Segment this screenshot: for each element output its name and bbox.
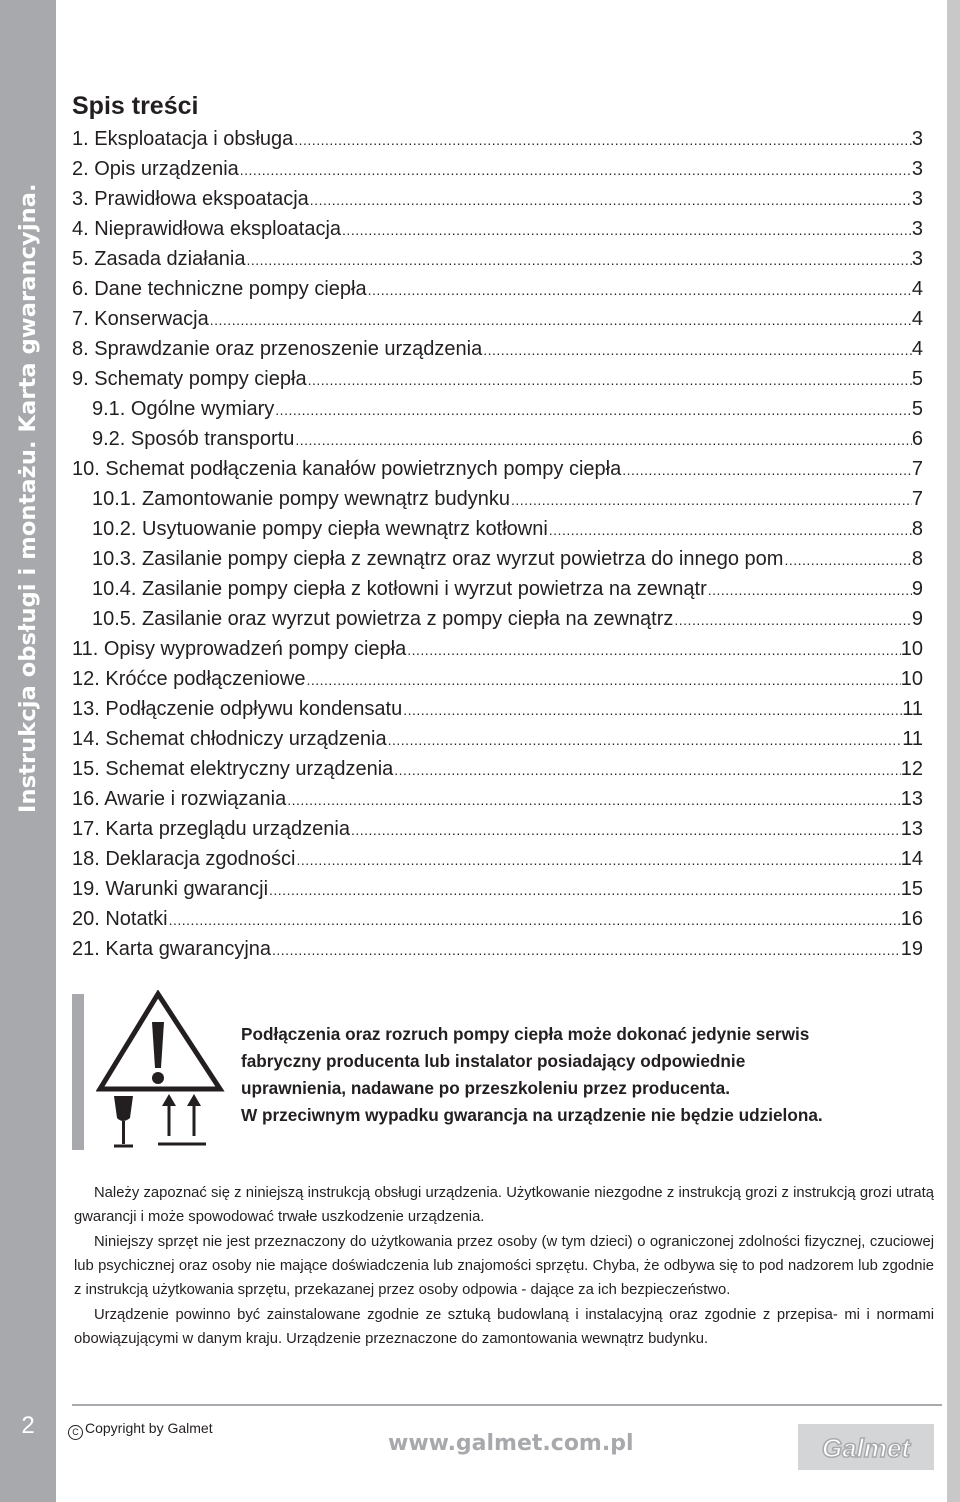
toc-item-page: 7 [911,458,923,480]
table-of-contents [72,124,923,964]
toc-item-page: 3 [911,248,923,270]
toc-item[interactable] [72,574,923,604]
copyright [68,1420,213,1440]
toc-leader-dots [621,455,912,485]
toc-item[interactable] [72,934,923,964]
toc-item-label: 10.4. Zasilanie pompy ciepła z kotłowni i wyrzut powietrza na zewnątr [92,578,707,600]
toc-leader-dots [367,275,912,305]
toc-item[interactable] [72,724,923,754]
toc-item-label: 6. Dane techniczne pompy ciepła [72,278,367,300]
toc-leader-dots [510,485,912,515]
toc-leader-dots [393,755,900,785]
toc-item-label: 10. Schemat podłączenia kanałów powietrznych pompy ciepła [72,458,622,480]
fragile-glass-icon [114,1096,133,1146]
toc-item-label: 10.5. Zasilanie oraz wyrzut powietrza z pompy ciepła na zewnątrz [92,608,674,630]
toc-leader-dots [274,395,912,425]
toc-item-page: 11 [902,728,923,750]
toc-leader-dots [406,635,901,665]
toc-leader-dots [307,365,912,395]
sidebar-title: Instrukcja obsługi i montażu. Karta gwarancyjna. [15,183,41,813]
toc-leader-dots [293,125,912,155]
toc-leader-dots [309,185,912,215]
toc-item-page: 4 [911,278,923,300]
website-link[interactable]: www.galmet.com.pl [388,1431,634,1456]
toc-item-page: 3 [911,128,923,150]
toc-item-page: 13 [900,818,923,840]
toc-item[interactable] [72,484,923,514]
toc-item-page: 5 [911,398,923,420]
body-text [74,1181,934,1352]
warning-line: W przeciwnym wypadku gwarancja na urządzenie nie będzie udzielona. [241,1105,823,1125]
toc-leader-dots [673,605,911,635]
galmet-logo [798,1424,934,1470]
body-paragraph: Urządzenie powinno być zainstalowane zgodnie ze sztuką budowlaną i instalacyjną oraz zgodnie z przepisa- mi i normami obowiązującymi w danym kraju. Urządzenie przeznaczone do zamontowania wewnątrz budynku. [74,1307,934,1347]
toc-item[interactable] [72,754,923,784]
toc-item-page: 9 [911,578,923,600]
toc-item[interactable] [72,874,923,904]
toc-item[interactable] [72,664,923,694]
toc-leader-dots [707,575,912,605]
toc-leader-dots [783,545,911,575]
toc-item[interactable] [72,184,923,214]
toc-item[interactable] [72,844,923,874]
toc-item[interactable] [72,454,923,484]
toc-item-page: 3 [911,188,923,210]
toc-item-page: 13 [900,788,923,810]
toc-leader-dots [294,425,912,455]
toc-item-page: 15 [900,878,923,900]
copyright-icon: C [68,1425,83,1440]
toc-item-label: 15. Schemat elektryczny urządzenia [72,758,394,780]
toc-item-page: 12 [900,758,923,780]
toc-leader-dots [245,245,911,275]
toc-leader-dots [482,335,912,365]
toc-item[interactable] [72,274,923,304]
toc-item-page: 16 [900,908,923,930]
toc-leader-dots [387,725,903,755]
toc-item[interactable] [72,904,923,934]
right-edge-strip [947,0,960,1502]
toc-item[interactable] [72,784,923,814]
toc-leader-dots [295,845,900,875]
toc-item-label: 21. Karta gwarancyjna [72,938,272,960]
toc-leader-dots [305,665,900,695]
toc-leader-dots [168,905,901,935]
toc-item[interactable] [72,514,923,544]
toc-item[interactable] [72,214,923,244]
toc-item-label: 10.2. Usytuowanie pompy ciepła wewnątrz kotłowni [92,518,548,540]
toc-item-label: 16. Awarie i rozwiązania [72,788,287,810]
toc-item-label: 19. Warunki gwarancji [72,878,269,900]
toc-item-label: 10.1. Zamontowanie pompy wewnątrz budynku [92,488,511,510]
toc-item[interactable] [72,544,923,574]
toc-leader-dots [402,695,902,725]
toc-item-page: 3 [911,218,923,240]
toc-item-page: 5 [911,368,923,390]
warning-line: Podłączenia oraz rozruch pompy ciepła może dokonać jedynie serwis [241,1024,810,1044]
toc-leader-dots [341,215,912,245]
toc-item-label: 2. Opis urządzenia [72,158,239,180]
toc-item-page: 10 [900,668,923,690]
warning-text [241,1021,941,1129]
toc-item-label: 9. Schematy pompy ciepła [72,368,307,390]
toc-item-page: 11 [902,698,923,720]
toc-item-page: 7 [911,488,923,510]
copyright-text: Copyright by Galmet [85,1420,213,1436]
toc-item[interactable] [72,154,923,184]
page-number: 2 [21,1412,35,1439]
toc-item[interactable] [72,634,923,664]
warning-bar [72,994,84,1150]
toc-item[interactable] [72,424,923,454]
toc-item-page: 4 [911,308,923,330]
toc-item-label: 20. Notatki [72,908,168,930]
toc-item-page: 3 [911,158,923,180]
toc-item-label: 9.1. Ogólne wymiary [92,398,275,420]
toc-item[interactable] [72,244,923,274]
body-paragraph: Niniejszy sprzęt nie jest przeznaczony do użytkowania przez osoby (w tym dzieci) o ograniczonej zdolności fizycznej, czuciowej lub psychicznej oraz osoby nie mające doświadczenia lub znajomości sprzętu. Chyba, że odbywa się to pod nadzorem lub zgodnie z instrukcją użytkowania sprzętu, przekazanej przez osoby odpowia - dające za ich bezpieczeństwo. [74,1234,934,1298]
toc-item-label: 11. Opisy wyprowadzeń pompy ciepła [72,638,407,660]
toc-item[interactable] [72,334,923,364]
toc-item[interactable] [72,124,923,154]
toc-item-label: 1. Eksploatacja i obsługa [72,128,294,150]
toc-leader-dots [271,935,901,965]
toc-item-page: 6 [911,428,923,450]
toc-item-label: 14. Schemat chłodniczy urządzenia [72,728,387,750]
toc-item[interactable] [72,694,923,724]
toc-item-label: 4. Nieprawidłowa eksploatacja [72,218,342,240]
toc-item-page: 8 [911,548,923,570]
toc-item-label: 13. Podłączenie odpływu kondensatu [72,698,403,720]
toc-leader-dots [548,515,912,545]
toc-item-label: 12. Króćce podłączeniowe [72,668,306,690]
toc-item-page: 19 [900,938,923,960]
toc-item-page: 9 [911,608,923,630]
toc-item-page: 14 [900,848,923,870]
toc-item[interactable] [72,304,923,334]
toc-item-label: 9.2. Sposób transportu [92,428,295,450]
toc-leader-dots [239,155,912,185]
toc-leader-dots [286,785,901,815]
this-side-up-icon [158,1094,206,1144]
warning-triangle-icon [96,990,228,1158]
body-paragraph: Należy zapoznać się z niniejszą instrukcją obsługi urządzenia. Użytkowanie niezgodne z instrukcją grozi z instrukcją grozi utratą gwarancji i może spowodować trwałe uszkodzenie urządzenia. [74,1185,934,1225]
toc-item-page: 8 [911,518,923,540]
svg-text:Galmet: Galmet [821,1433,911,1463]
toc-item[interactable] [72,364,923,394]
toc-item[interactable] [72,394,923,424]
toc-leader-dots [209,305,912,335]
toc-item-label: 5. Zasada działania [72,248,246,270]
toc-item-page: 4 [911,338,923,360]
sidebar [0,0,56,1502]
toc-item-label: 7. Konserwacja [72,308,209,330]
toc-title: Spis treści [72,92,199,120]
toc-item-label: 10.3. Zasilanie pompy ciepła z zewnątrz oraz wyrzut powietrza do innego pom [92,548,784,570]
warning-line: fabryczny producenta lub instalator posiadający odpowiednie [241,1051,746,1071]
warning-line: uprawnienia, nadawane po przeszkoleniu przez producenta. [241,1078,730,1098]
toc-item[interactable] [72,814,923,844]
toc-item-label: 3. Prawidłowa ekspoatacja [72,188,309,210]
toc-item[interactable] [72,604,923,634]
toc-item-label: 17. Karta przeglądu urządzenia [72,818,350,840]
toc-item-page: 10 [900,638,923,660]
toc-leader-dots [268,875,901,905]
toc-leader-dots [350,815,901,845]
toc-item-label: 18. Deklaracja zgodności [72,848,296,870]
footer-divider [72,1404,942,1406]
toc-item-label: 8. Sprawdzanie oraz przenoszenie urządzenia [72,338,483,360]
